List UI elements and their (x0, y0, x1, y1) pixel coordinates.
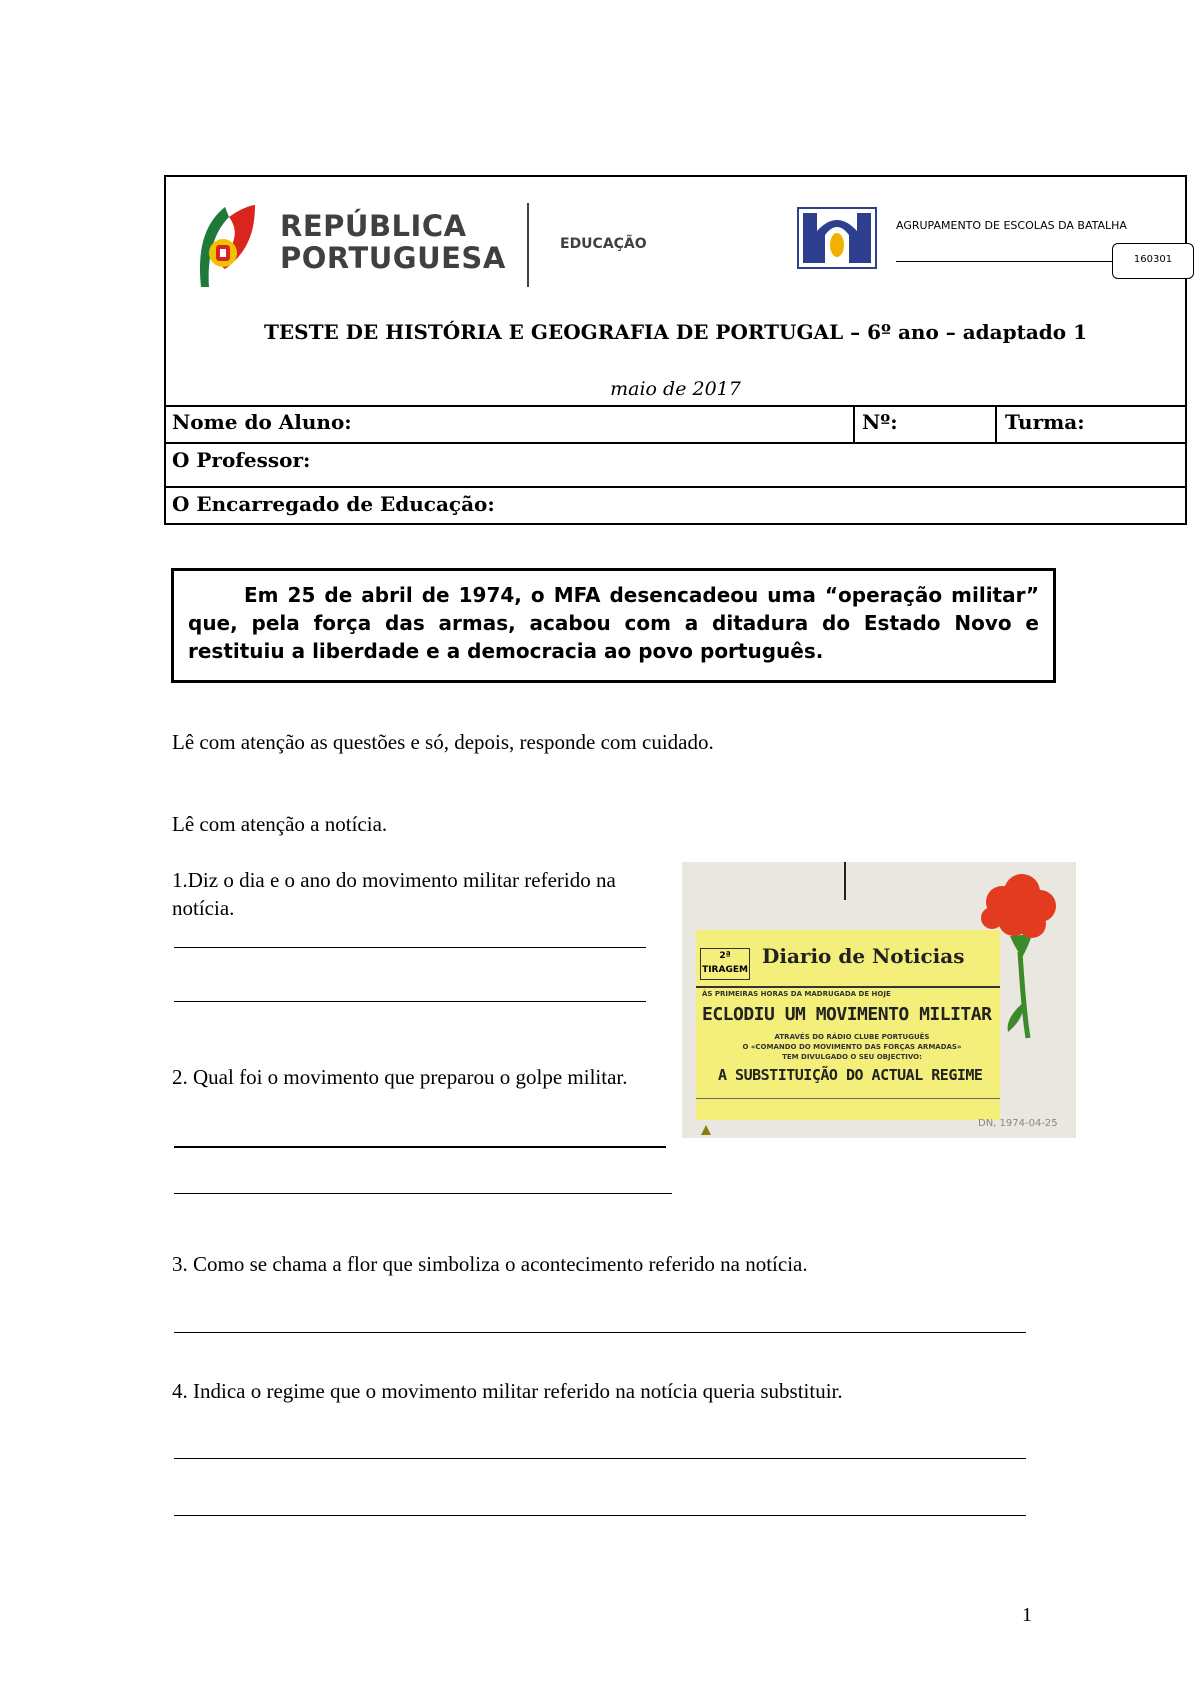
warning-triangle-icon (700, 1124, 712, 1136)
form-divider-2 (164, 442, 1187, 444)
school-logo-icon (797, 207, 877, 269)
intro-text: Em 25 de abril de 1974, o MFA desencadeou uma “operação militar” que, pela força das armas, acabou com a ditadura do Estado Novo e restituiu a liberdade e a democracia ao povo português. (188, 583, 1039, 663)
answer-line-1b[interactable] (174, 1001, 646, 1002)
student-name-field[interactable]: Nome do Aluno: (172, 410, 352, 434)
answer-line-2b[interactable] (174, 1193, 672, 1194)
answer-line-2a[interactable] (174, 1146, 666, 1148)
answer-line-4b[interactable] (174, 1515, 1026, 1516)
logo-divider (527, 203, 529, 287)
school-name: AGRUPAMENTO DE ESCOLAS DA BATALHA (896, 219, 1127, 232)
question-4: 4. Indica o regime que o movimento militar referido na notícia queria substituir. (172, 1379, 843, 1403)
test-date: maio de 2017 (610, 378, 741, 400)
class-field[interactable]: Turma: (1005, 410, 1085, 434)
bottom-rule (696, 1098, 1000, 1099)
edition-box: 2ª TIRAGEM (700, 948, 750, 980)
photo-mark (844, 862, 846, 900)
ministry-label: EDUCAÇÃO (560, 236, 647, 252)
newspaper-subheads (710, 1032, 994, 1062)
guardian-field[interactable]: O Encarregado de Educação: (172, 492, 495, 516)
form-col-divider-2 (995, 405, 997, 442)
newspaper-image (682, 862, 1076, 1138)
logo-line-1: REPÚBLICA (280, 209, 467, 243)
newspaper-headline-2: A SUBSTITUIÇÃO DO ACTUAL REGIME (718, 1066, 983, 1084)
republica-portuguesa-emblem-icon (195, 203, 257, 291)
newspaper-headline: ECLODIU UM MOVIMENTO MILITAR (702, 1004, 992, 1025)
answer-line-4a[interactable] (174, 1458, 1026, 1459)
newspaper-name: Diario de Noticias (762, 944, 965, 968)
intro-box (171, 568, 1056, 683)
question-3: 3. Como se chama a flor que simboliza o acontecimento referido na notícia. (172, 1252, 808, 1276)
test-title: TESTE DE HISTÓRIA E GEOGRAFIA DE PORTUGAL – 6º ano – adaptado 1 (264, 320, 1087, 344)
page-number: 1 (1022, 1604, 1032, 1626)
newspaper-sub-1: ATRAVÉS DO RÁDIO CLUBE PORTUGUÊS (774, 1033, 930, 1041)
newspaper-sub-2: O «COMANDO DO MOVIMENTO DAS FORÇAS ARMADAS» (742, 1043, 962, 1051)
read-news-text: Lê com atenção a notícia. (172, 812, 388, 836)
answer-line-1a[interactable] (174, 947, 646, 948)
question-1: 1.Diz o dia e o ano do movimento militar referido na notícia. (172, 868, 616, 920)
instruction-text: Lê com atenção as questões e só, depois, responde com cuidado. (172, 730, 714, 754)
masthead-rule (696, 986, 1000, 988)
teacher-field[interactable]: O Professor: (172, 448, 311, 472)
answer-line-3[interactable] (174, 1332, 1026, 1333)
newspaper-page (696, 930, 1000, 1120)
number-field[interactable]: Nº: (862, 410, 898, 434)
logo-line-2: PORTUGUESA (280, 241, 506, 275)
form-col-divider-1 (853, 405, 855, 442)
newspaper-sub-3: TEM DIVULGADO O SEU OBJECTIVO: (782, 1053, 922, 1061)
question-2: 2. Qual foi o movimento que preparou o golpe militar. (172, 1065, 628, 1089)
school-underline (896, 261, 1116, 262)
form-divider-top (164, 405, 1187, 407)
carnation-icon (962, 862, 1072, 1042)
form-divider-3 (164, 486, 1187, 488)
school-code-badge: 160301 (1112, 243, 1194, 279)
newspaper-kicker: ÀS PRIMEIRAS HORAS DA MADRUGADA DE HOJE (702, 990, 891, 998)
newspaper-caption: DN, 1974-04-25 (978, 1118, 1058, 1129)
